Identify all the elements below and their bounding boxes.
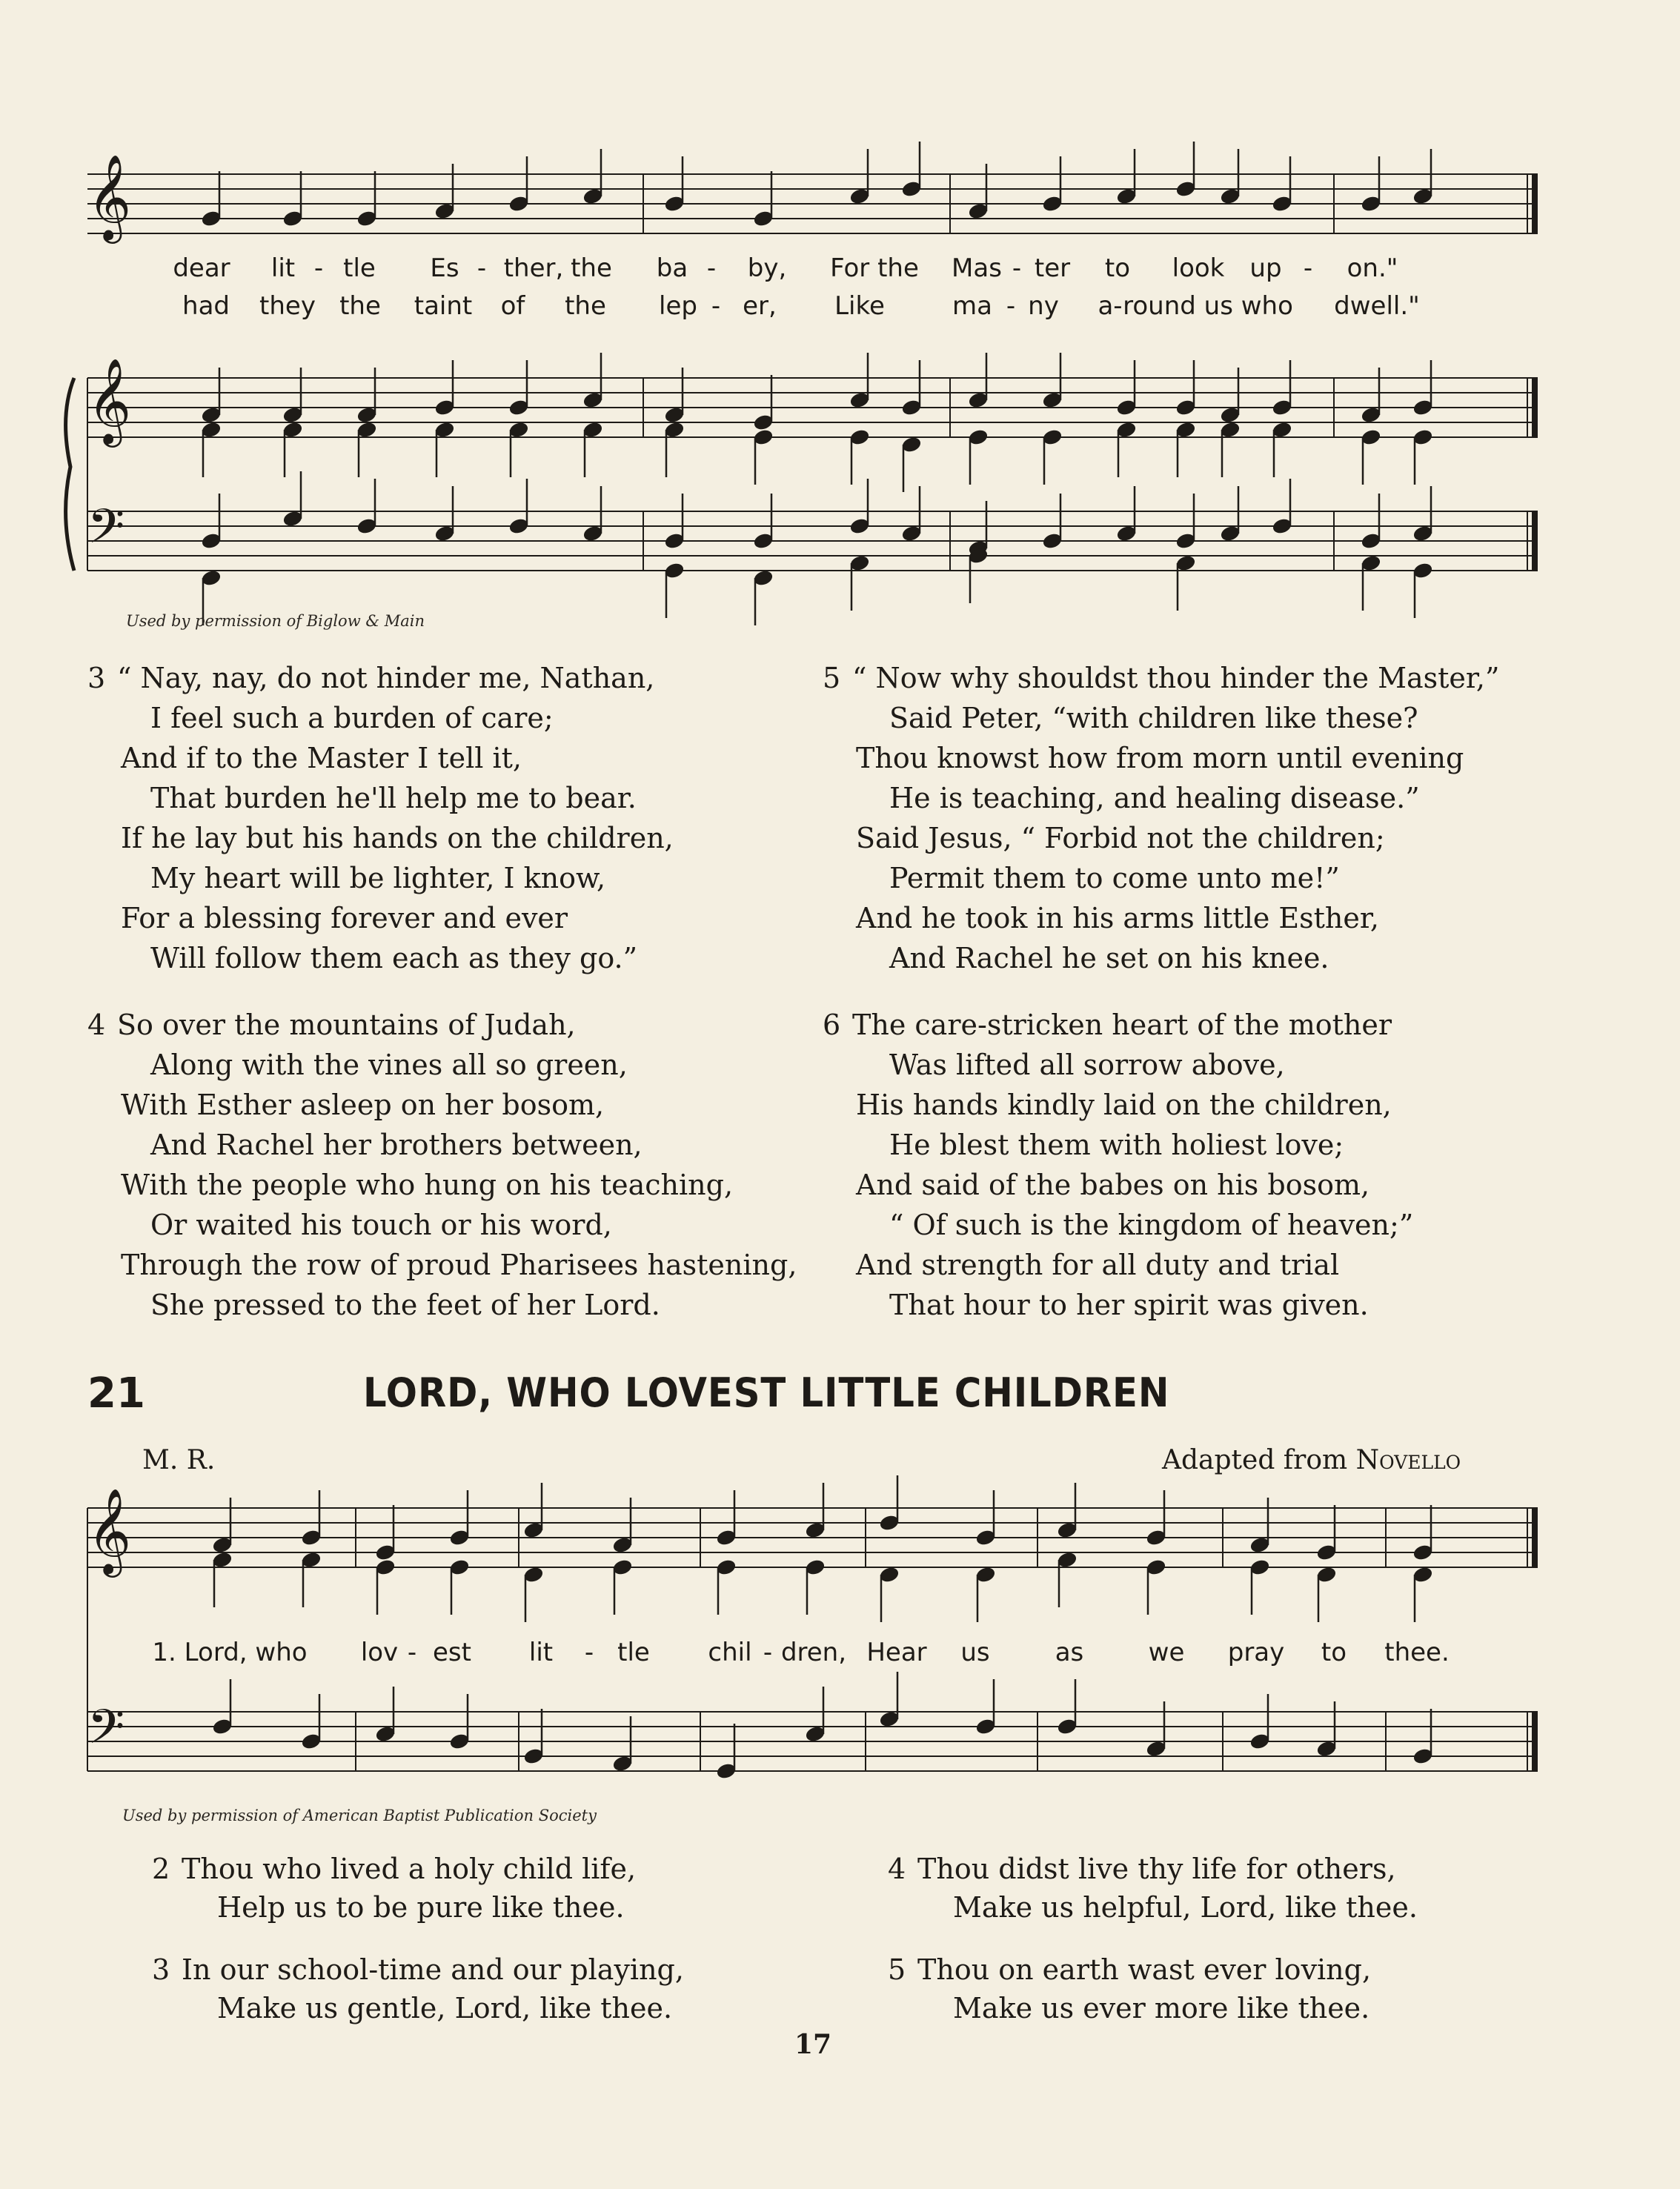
lyric-syllable: ny <box>1028 291 1059 321</box>
final-bar <box>1532 378 1538 437</box>
verse-line: I feel such a burden of care; <box>150 702 554 734</box>
hymn-number: 21 <box>87 1369 145 1418</box>
clef: 𝄞 <box>87 153 132 240</box>
lyric-syllable: they <box>259 291 316 321</box>
lyric-syllable: we <box>1148 1638 1185 1667</box>
verse-line: Help us to be pure like thee. <box>217 1891 625 1924</box>
lyric-syllable: by, <box>747 253 787 283</box>
verse-line: Make us helpful, Lord, like thee. <box>953 1891 1418 1924</box>
lyric-syllable: 1. Lord, who <box>152 1638 308 1667</box>
lyric-syllable: - <box>763 1638 773 1667</box>
final-bar <box>1532 1508 1538 1567</box>
verse-line: Through the row of proud Pharisees hastening, <box>121 1249 797 1281</box>
lyric-syllable: lep <box>659 291 697 321</box>
verse-line: In our school-time and our playing, <box>182 1953 684 1986</box>
verse-line: “ Now why shouldst thou hinder the Master,” <box>852 662 1500 694</box>
top-hymn-credit: Used by permission of Biglow & Main <box>126 612 425 630</box>
lyric-syllable: - <box>1303 253 1313 283</box>
lyric-syllable: as <box>1055 1638 1084 1667</box>
verse-line: Thou on earth wast ever loving, <box>917 1953 1372 1986</box>
composer-name: Novello <box>1355 1445 1461 1475</box>
lyric-syllable: pray <box>1227 1638 1285 1667</box>
lyric-syllable: For the <box>830 253 919 283</box>
hymn-21-verse-3 <box>152 1950 684 2027</box>
lyric-syllable: thee. <box>1384 1638 1450 1667</box>
clef: 𝄢 <box>87 499 125 566</box>
verse-line: And Rachel her brothers between, <box>150 1129 643 1161</box>
verse-5 <box>823 658 1499 978</box>
lyric-syllable: - <box>711 291 721 321</box>
lyric-syllable: to <box>1321 1638 1347 1667</box>
lyric-syllable: tle <box>343 253 376 283</box>
verse-line: “ Of such is the kingdom of heaven;” <box>889 1209 1414 1241</box>
lyric-syllable: tle <box>617 1638 650 1667</box>
verse-number: 4 <box>888 1853 906 1885</box>
lyric-syllable: on." <box>1347 253 1398 283</box>
verse-line: Along with the vines all so green, <box>150 1049 628 1081</box>
clef: 𝄞 <box>87 1487 132 1574</box>
hymn-21-verse-2 <box>152 1850 636 1927</box>
lyric-syllable: the <box>565 291 606 321</box>
verse-4 <box>87 1005 797 1325</box>
lyric-syllable: est <box>433 1638 471 1667</box>
lyric-syllable: er, <box>743 291 777 321</box>
lyric-syllable: - <box>407 1638 417 1667</box>
lyric-syllable: look <box>1172 253 1225 283</box>
lyric-syllable: dear <box>173 253 230 283</box>
lyric-syllable: - <box>1012 253 1022 283</box>
verse-line: If he lay but his hands on the children, <box>121 822 674 854</box>
verse-line: And Rachel he set on his knee. <box>889 942 1329 974</box>
lyric-syllable: - <box>313 253 324 283</box>
verse-line: With Esther asleep on her bosom, <box>121 1089 605 1121</box>
verse-line: That burden he'll help me to bear. <box>150 782 637 814</box>
verse-line: Will follow them each as they go.” <box>150 942 638 974</box>
clef: 𝄞 <box>87 357 132 444</box>
verse-line: So over the mountains of Judah, <box>117 1009 576 1041</box>
lyric-syllable: ter <box>1034 253 1071 283</box>
final-bar <box>1532 174 1538 233</box>
lyric-syllable: Es <box>430 253 459 283</box>
verse-line: “ Nay, nay, do not hinder me, Nathan, <box>117 662 655 694</box>
verse-number: 5 <box>823 662 841 694</box>
hymn-author: M. R. <box>142 1445 216 1475</box>
lyric-syllable: - <box>584 1638 594 1667</box>
verse-line: Said Peter, “with children like these? <box>889 702 1418 734</box>
lyric-syllable: - <box>706 253 717 283</box>
lyric-syllable: ba <box>656 253 688 283</box>
final-bar <box>1532 511 1538 571</box>
hymn-21-verse-4 <box>888 1850 1418 1927</box>
lyric-syllable: lov <box>360 1638 399 1667</box>
lyric-syllable: - <box>477 253 487 283</box>
verse-number: 5 <box>888 1953 906 1986</box>
verse-line: Permit them to come unto me!” <box>889 862 1340 894</box>
lyric-syllable: ther, <box>503 253 564 283</box>
lyric-syllable: to <box>1104 253 1131 283</box>
lyric-syllable: us <box>960 1638 990 1667</box>
final-bar <box>1532 1712 1538 1771</box>
top-hymn-lyrics-line-2 <box>0 291 1680 325</box>
lyric-syllable: - <box>1006 291 1016 321</box>
verse-number: 6 <box>823 1009 841 1041</box>
lyric-syllable: Mas <box>952 253 1002 283</box>
lyric-syllable: Like <box>834 291 885 321</box>
verse-line: The care-stricken heart of the mother <box>852 1009 1392 1041</box>
lyric-syllable: the <box>339 291 381 321</box>
clef: 𝄢 <box>87 1700 125 1767</box>
brace <box>66 378 74 571</box>
lyric-syllable: a- <box>1098 291 1123 321</box>
lyric-syllable: of <box>500 291 525 321</box>
lyric-syllable: chil <box>708 1638 752 1667</box>
hymn-21-credit: Used by permission of American Baptist Publication Society <box>122 1807 597 1824</box>
composer-prefix: Adapted from <box>1162 1445 1356 1475</box>
verse-line: And said of the babes on his bosom, <box>856 1169 1370 1201</box>
verse-line: Make us ever more like thee. <box>953 1992 1370 2024</box>
lyric-syllable: the <box>571 253 612 283</box>
verse-line: Thou knowst how from morn until evening <box>856 742 1464 774</box>
verse-line: For a blessing forever and ever <box>121 902 568 934</box>
verse-3 <box>87 658 674 978</box>
lyric-syllable: up <box>1249 253 1282 283</box>
verse-number: 2 <box>152 1853 170 1885</box>
verse-6 <box>823 1005 1413 1325</box>
verse-line: My heart will be lighter, I know, <box>150 862 606 894</box>
verse-number: 3 <box>152 1953 170 1986</box>
verse-line: Or waited his touch or his word, <box>150 1209 612 1241</box>
verse-line: And strength for all duty and trial <box>856 1249 1340 1281</box>
verse-line: And he took in his arms little Esther, <box>856 902 1379 934</box>
hymn-21-lyrics <box>0 1638 1680 1672</box>
lyric-syllable: Hear <box>866 1638 927 1667</box>
verse-line: He blest them with holiest love; <box>889 1129 1344 1161</box>
lyric-syllable: taint <box>414 291 473 321</box>
verse-line: Said Jesus, “ Forbid not the children; <box>856 822 1385 854</box>
lyric-syllable: had <box>182 291 230 321</box>
hymn-title: LORD, WHO LOVEST LITTLE CHILDREN <box>363 1369 1170 1416</box>
verse-line: That hour to her spirit was given. <box>889 1289 1369 1321</box>
verse-line: Was lifted all sorrow above, <box>889 1049 1285 1081</box>
verse-number: 4 <box>87 1009 106 1041</box>
verse-line: He is teaching, and healing disease.” <box>889 782 1420 814</box>
verse-line: She pressed to the feet of her Lord. <box>150 1289 660 1321</box>
lyric-syllable: ma <box>952 291 992 321</box>
lyric-syllable: round us who <box>1123 291 1293 321</box>
verse-line: Thou didst live thy life for others, <box>917 1853 1396 1885</box>
verse-number: 3 <box>87 662 106 694</box>
verse-line: Make us gentle, Lord, like thee. <box>217 1992 673 2024</box>
lyric-syllable: dren, <box>780 1638 847 1667</box>
lyric-syllable: lit <box>270 253 296 283</box>
lyric-syllable: lit <box>528 1638 554 1667</box>
hymn-21-verse-5 <box>888 1950 1371 2027</box>
lyric-syllable: dwell." <box>1334 291 1420 321</box>
verse-line: And if to the Master I tell it, <box>121 742 522 774</box>
verse-line: With the people who hung on his teaching, <box>121 1169 734 1201</box>
verse-line: His hands kindly laid on the children, <box>856 1089 1392 1121</box>
top-hymn-lyrics-line-1 <box>0 253 1680 288</box>
page-number: 17 <box>794 2029 832 2060</box>
verse-line: Thou who lived a holy child life, <box>182 1853 637 1885</box>
hymn-composer <box>1162 1445 1461 1475</box>
